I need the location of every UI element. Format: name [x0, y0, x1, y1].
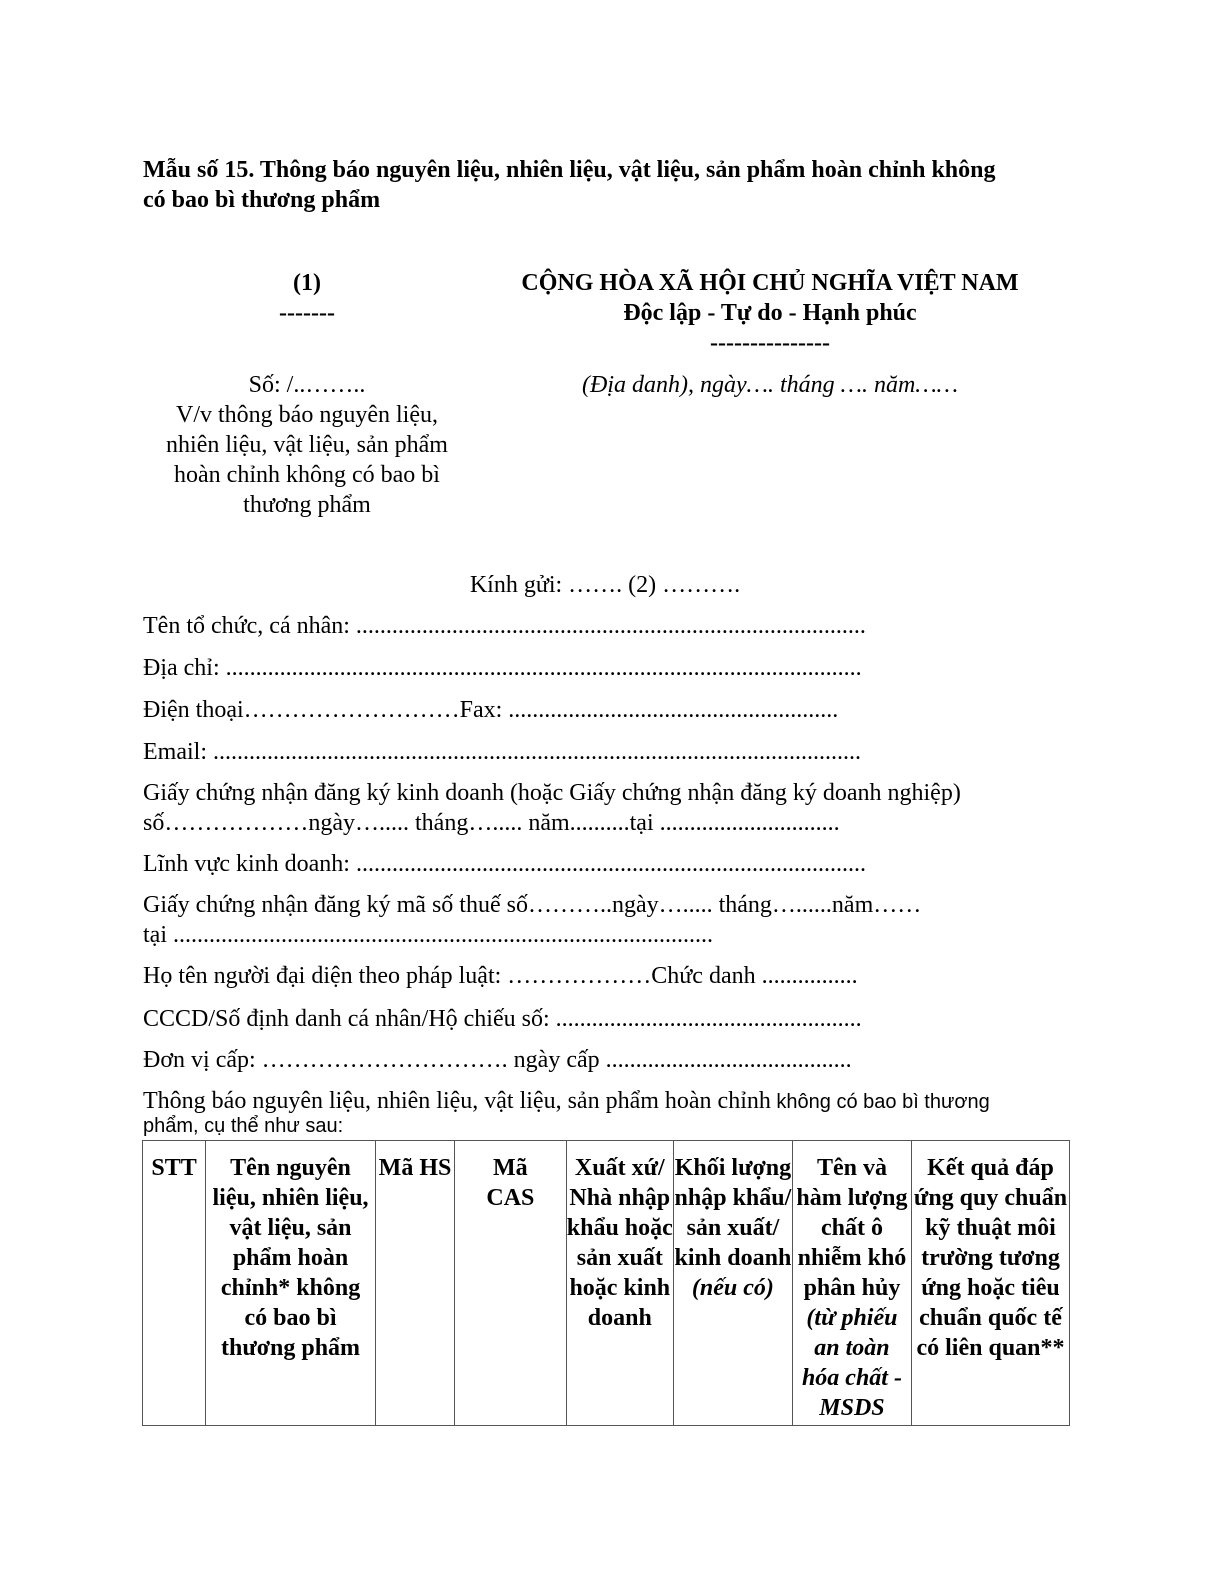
issuing-org-rule: ------- [279, 300, 335, 326]
header-stt: STT [143, 1141, 206, 1426]
national-motto: Độc lập - Tự do - Hạnh phúc [623, 300, 917, 326]
legal-rep-field: Họ tên người đại diện theo pháp luật: ………………Chức danh ................ [143, 963, 858, 989]
motto-rule: --------------- [710, 330, 830, 356]
header-cas-code: Mã CAS [455, 1141, 567, 1426]
volume-text: Khối lượng nhập khẩu/ sản xuất/ kinh doanh [674, 1155, 792, 1271]
place-date: (Địa danh), ngày…. tháng …. năm…… [582, 372, 958, 398]
document-title [143, 155, 1083, 215]
country-name: CỘNG HÒA XÃ HỘI CHỦ NGHĨA VIỆT NAM [521, 270, 1019, 296]
table-header-row [143, 1141, 1070, 1426]
subject-line: thương phẩm [243, 492, 371, 518]
business-cert-line-2: số………………ngày…..... tháng…..... năm..........tại .............................. [143, 810, 840, 836]
notice-sans-text: không có bao bì thương [770, 1091, 990, 1113]
notice-line-2: phẩm, cụ thể như sau: [143, 1115, 344, 1137]
business-cert-line-1: Giấy chứng nhận đăng ký kinh doanh (hoặc Giấy chứng nhận đăng ký doanh nghiệp) [143, 780, 961, 806]
id-card-field: CCCD/Số định danh cá nhân/Hộ chiếu số: ................................................... [143, 1006, 862, 1032]
email-field: Email: ............................................................................................................ [143, 739, 861, 765]
document-subject [152, 370, 462, 520]
header-volume [673, 1141, 792, 1426]
document-number: Số: /..…….. [248, 372, 366, 398]
header-pollutant [792, 1141, 911, 1426]
materials-table [142, 1140, 1070, 1426]
phone-fax-field: Điện thoại………………………Fax: ....................................................... [143, 697, 839, 723]
tax-cert-line-1: Giấy chứng nhận đăng ký mã số thuế số………..ngày…..... tháng…......năm…… [143, 892, 922, 918]
title-line-2: có bao bì thương phẩm [143, 187, 381, 213]
tax-cert-line-2: tại .......................................................................................... [143, 922, 713, 948]
notice-line-1 [143, 1087, 990, 1117]
subject-line: hoàn chỉnh không có bao bì [174, 462, 440, 488]
issuer-field: Đơn vị cấp: …………………………. ngày cấp ......................................... [143, 1047, 852, 1073]
title-line-1: Mẫu số 15. Thông báo nguyên liệu, nhiên liệu, vật liệu, sản phẩm hoàn chỉnh không [143, 157, 996, 183]
recipient-line: Kính gửi: ……. (2) ………. [469, 572, 741, 598]
header-hs-code: Mã HS [375, 1141, 454, 1426]
subject-line: V/v thông báo nguyên liệu, [176, 402, 438, 428]
volume-note: (nếu có) [691, 1275, 774, 1301]
org-name-field: Tên tổ chức, cá nhân: ..................................................................................... [143, 613, 866, 639]
header-material-name: Tên nguyên liệu, nhiên liệu, vật liệu, sản phẩm hoàn chỉnh* không có bao bì thương phẩm [206, 1141, 376, 1426]
subject-line: nhiên liệu, vật liệu, sản phẩm [166, 432, 448, 458]
issuing-org: (1) [293, 270, 321, 296]
notice-serif-text: Thông báo nguyên liệu, nhiên liệu, vật liệu, sản phẩm hoàn chỉnh [143, 1088, 771, 1114]
header-compliance: Kết quả đáp ứng quy chuẩn kỹ thuật môi trường tương ứng hoặc tiêu chuẩn quốc tế có liên quan** [912, 1141, 1070, 1426]
header-origin: Xuất xứ/ Nhà nhập khẩu hoặc sản xuất hoặc kinh doanh [566, 1141, 673, 1426]
pollutant-note: (từ phiếu an toàn hóa chất - MSDS [801, 1305, 902, 1421]
address-field: Địa chỉ: .......................................................................................................... [143, 655, 862, 681]
business-field: Lĩnh vực kinh doanh: ..................................................................................... [143, 851, 866, 877]
pollutant-text: Tên và hàm lượng chất ô nhiễm khó phân hủy [796, 1155, 908, 1301]
